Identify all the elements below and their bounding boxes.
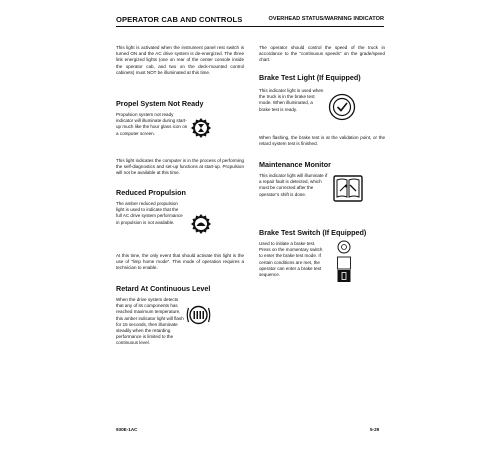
maintenance-monitor-icon [333,175,363,202]
propel-not-ready-icon [190,117,212,139]
retard-continuous-icon [186,303,211,327]
propel-system-detail: This light indicates the computer is in the process of performing the self-diagnostics and set-up functions at start-up. Propulsion will not be available at this time. [116,158,244,176]
reduced-propulsion-detail: At this time, the only event that should activate this light is the use of “limp home mode”. This mode of operation requires a technician to enable. [116,253,244,271]
footer-page-number: 5-29 [370,427,380,432]
brake-test-light-icon [328,93,356,121]
page-section-title: OPERATOR CAB AND CONTROLS [116,15,243,24]
right-intro-paragraph: The operator should control the speed of the truck in accordance to the “continuous speeds” on the grade/speed chart. [259,45,385,63]
reduced-propulsion-text: The amber reduced propulsion light is used to indicate that the full AC drive system performance in propulsion is not available. [116,201,183,225]
maintenance-monitor-text: This indicator light will illuminate if a repair fault is detected, which must be corrected after the operator’s shift is done. [259,173,328,197]
brake-test-switch-heading: Brake Test Switch (If Equipped) [259,228,367,237]
retard-continuous-text: When the drive system detects that any of its components has reached maximum temperature, this amber indicator light will flash for 15 seconds, then illuminate steadily when the retarding performance is limited to the continuous level. [116,297,184,346]
brake-test-switch-icon [336,240,352,284]
footer-model: 930E-1AC [116,427,138,432]
propel-system-text: Propulsion system not ready indicator will illuminate during start-up much like the hour glass icon on a computer screen. [116,112,188,136]
maintenance-monitor-heading: Maintenance Monitor [259,160,331,169]
brake-test-switch-text: Used to initiate a brake test. Press on the momentary switch to enter the brake test mode. If certain conditions are met, the operator can enter a brake test sequence. [259,241,323,278]
reduced-propulsion-icon [190,213,212,235]
brake-test-light-detail: When flashing, the brake test is at the validation point, or the retard system test is finished. [259,135,385,147]
reduced-propulsion-heading: Reduced Propulsion [116,188,186,197]
page-topic-title: OVERHEAD STATUS/WARNING INDICATOR [268,16,384,22]
brake-test-light-text: This indicator light is used when the truck is in the brake test mode. When illuminated, a brake test is ready. [259,88,324,112]
propel-system-heading: Propel System Not Ready [116,99,204,108]
retard-continuous-heading: Retard At Continuous Level [116,284,211,293]
intro-paragraph: This light is activated when the instrument panel rest switch is turned ON and the AC drive system is de-energized. The three link energized lights (one on rear of the center console inside the operator cab, and two on the deck-mounted control cabinets) must NOT be illuminated at this time. [116,45,244,75]
brake-test-light-heading: Brake Test Light (If Equipped) [259,73,361,82]
header-rule [116,26,384,27]
